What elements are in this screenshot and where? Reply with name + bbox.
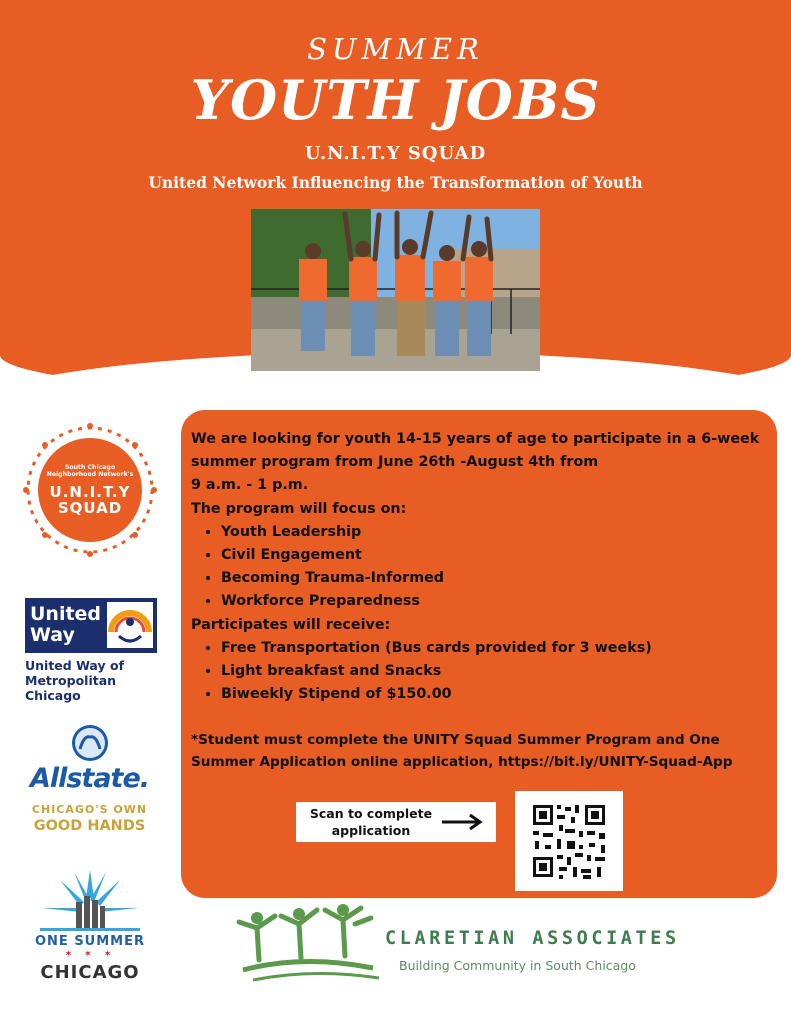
intro-line: 9 a.m. - 1 p.m. bbox=[191, 477, 309, 494]
allstate-logo bbox=[22, 723, 157, 843]
one-summer-chicago-logo bbox=[30, 868, 150, 996]
focus-list bbox=[191, 521, 771, 614]
unity-squad-logo bbox=[20, 420, 160, 560]
info-card-text bbox=[191, 428, 771, 773]
unity-logo-title: U.N.I.T.Y SQUAD bbox=[49, 483, 131, 517]
receive-item: • Biweekly Stipend of $150.00 bbox=[221, 683, 771, 706]
intro-line: summer program from June 26th -August 4th from bbox=[191, 454, 599, 471]
application-note: *Student must complete the UNITY Squad Summer Program and One bbox=[191, 732, 720, 749]
scan-callout bbox=[296, 802, 496, 842]
receive-heading: Participates will receive: bbox=[191, 616, 391, 633]
claretian-tagline: Building Community in South Chicago bbox=[399, 958, 636, 973]
org-full-name: United Network Influencing the Transformation of Youth bbox=[148, 173, 643, 192]
header-kicker: SUMMER bbox=[307, 32, 484, 66]
page-title: YOUTH JOBS bbox=[190, 68, 601, 132]
qr-code-icon bbox=[515, 791, 623, 891]
qr-code[interactable] bbox=[515, 791, 623, 891]
focus-heading: The program will focus on: bbox=[191, 500, 407, 517]
unity-logo-subtitle: South Chicago Neighborhood Network's bbox=[46, 464, 134, 478]
allstate-name: Allstate. bbox=[29, 763, 150, 794]
focus-item: • Workforce Preparedness bbox=[221, 590, 771, 613]
allstate-slogan-2: GOOD HANDS bbox=[33, 818, 146, 834]
allstate-slogan-1: CHICAGO'S OWN bbox=[31, 803, 148, 816]
claretian-name: CLARETIAN ASSOCIATES bbox=[385, 928, 680, 949]
united-way-caption: United Way of Metropolitan Chicago bbox=[25, 658, 125, 703]
one-summer-label: ONE SUMMER bbox=[34, 934, 146, 949]
scan-callout-text: Scan to complete application bbox=[309, 806, 433, 838]
skyline-sun-icon bbox=[40, 868, 140, 932]
focus-item: • Civil Engagement bbox=[221, 544, 771, 567]
united-way-logo bbox=[25, 598, 157, 703]
chicago-label: CHICAGO bbox=[40, 962, 140, 983]
info-card bbox=[181, 410, 777, 898]
united-way-hand-icon bbox=[107, 602, 153, 648]
intro-line: We are looking for youth 14-15 years of age to participate in a 6-week bbox=[191, 431, 760, 447]
application-note: Summer Application online application, https://bit.ly/UNITY-Squad-App bbox=[191, 754, 733, 771]
focus-item: • Youth Leadership bbox=[221, 521, 771, 544]
receive-item: • Free Transportation (Bus cards provided for 3 weeks) bbox=[221, 637, 771, 660]
claretian-figures-icon bbox=[233, 898, 383, 988]
united-way-badge: United Way bbox=[25, 598, 157, 653]
org-name: U.N.I.T.Y SQUAD bbox=[304, 143, 487, 164]
claretian-associates-logo bbox=[233, 898, 683, 998]
receive-item: • Light breakfast and Snacks bbox=[221, 660, 771, 683]
allstate-hands-icon bbox=[70, 723, 110, 763]
receive-list bbox=[191, 637, 771, 707]
chicago-stars: ✶ ✶ ✶ bbox=[64, 949, 116, 960]
arrow-right-icon bbox=[442, 813, 486, 831]
group-photo bbox=[251, 209, 540, 371]
focus-item: • Becoming Trauma-Informed bbox=[221, 567, 771, 590]
